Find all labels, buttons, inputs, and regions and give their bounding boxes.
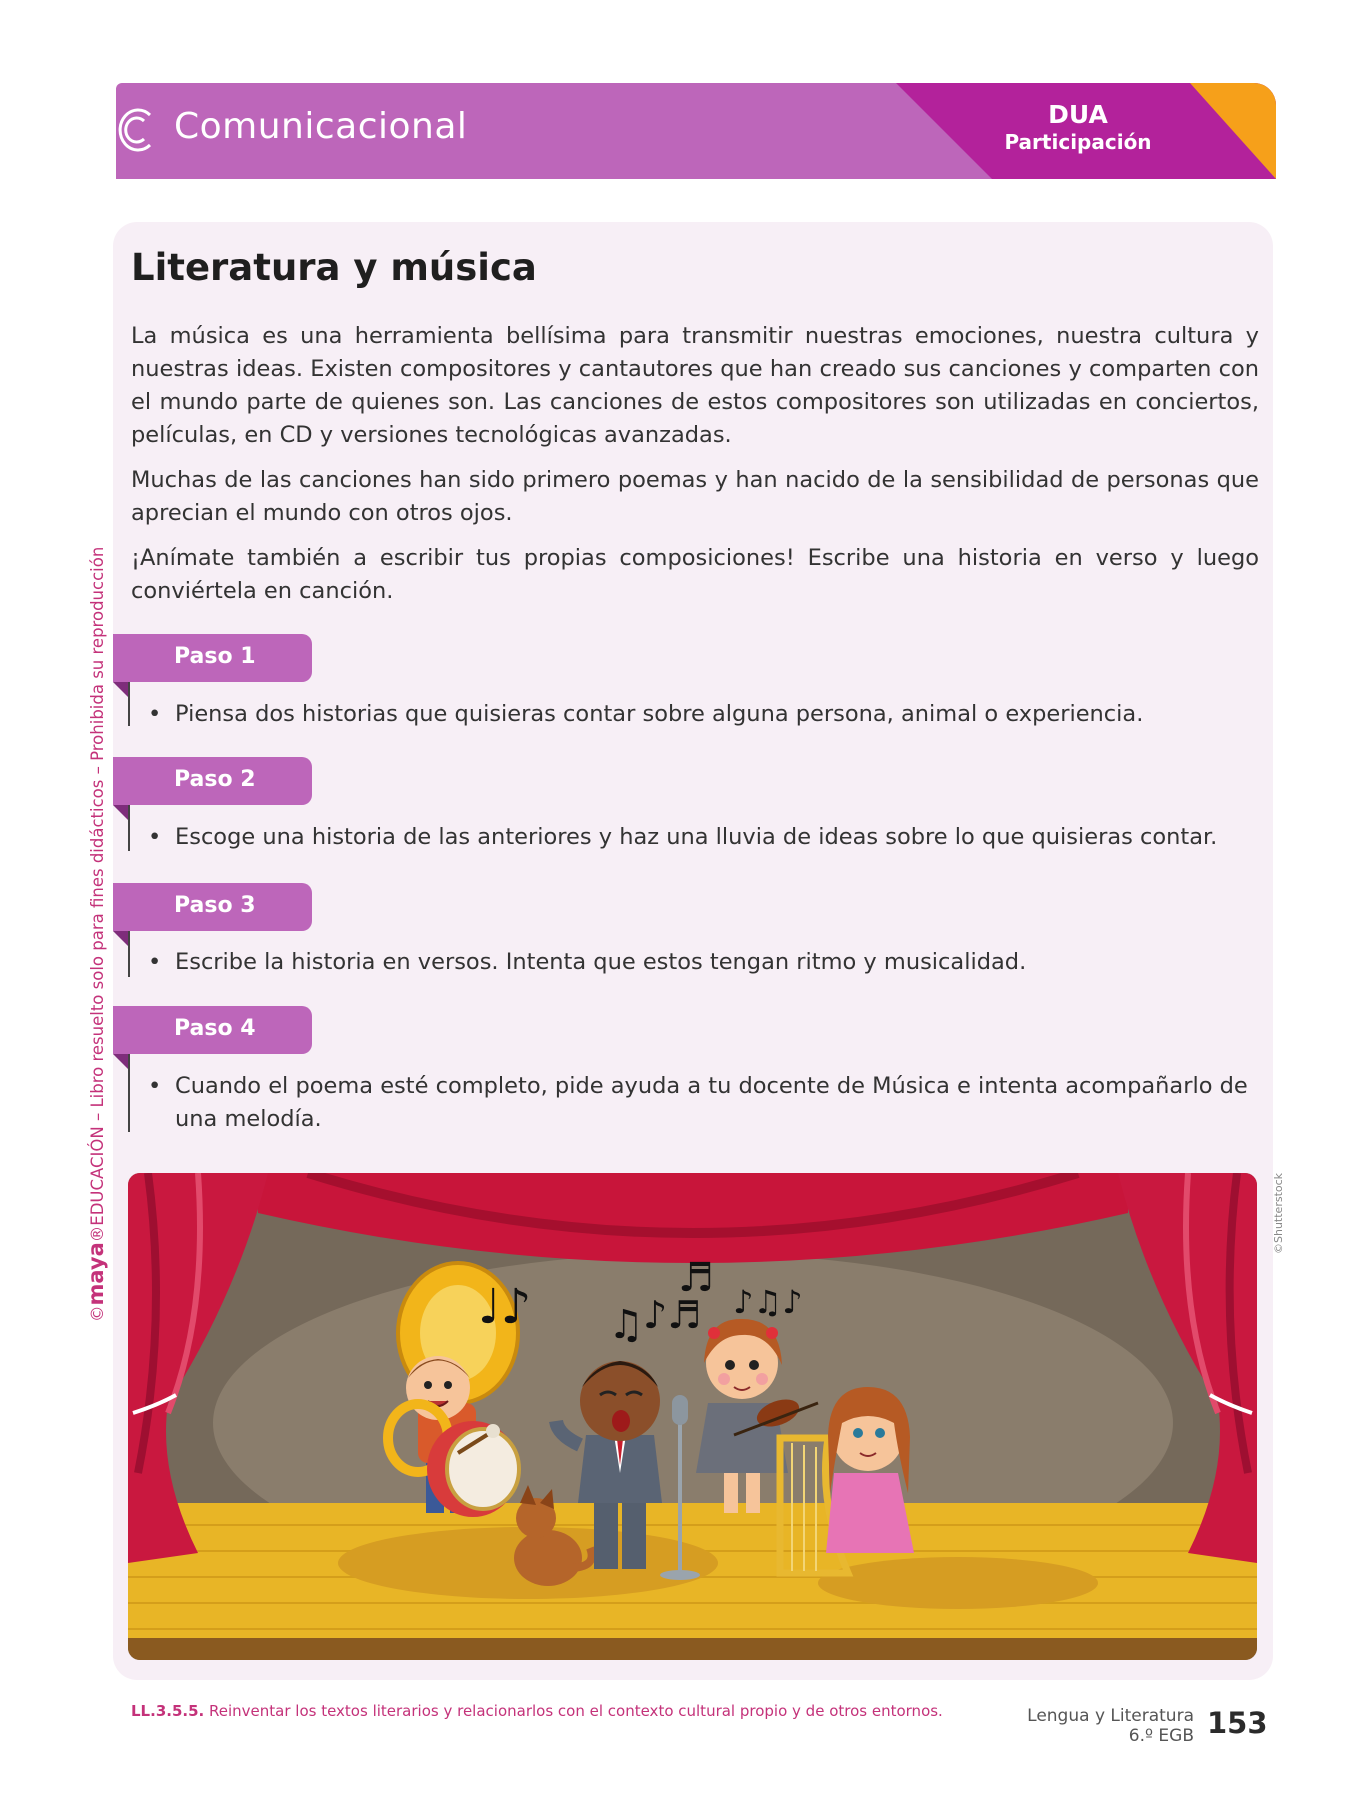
dua-badge: [988, 101, 1168, 155]
page-title: Literatura y música: [131, 246, 537, 289]
copyright-symbol: ©: [88, 1305, 107, 1322]
bullet-icon: •: [148, 949, 162, 975]
note-icon: ♪♫♪: [733, 1283, 803, 1321]
stage-edge: [128, 1638, 1257, 1660]
step-2-item: [148, 821, 1258, 854]
skill-text: Reinventar los textos literarios y relacionarlos con el contexto cultural propio y de otros entornos.: [204, 1702, 943, 1720]
step-2-line: [128, 805, 130, 851]
step-1-item: [148, 698, 1258, 731]
step-4-item: [148, 1070, 1258, 1136]
step-3-text: Escribe la historia en versos. Intenta que estos tengan ritmo y musicalidad.: [175, 949, 1027, 975]
step-3-item: [148, 946, 1258, 979]
skill-code: LL.3.5.5.: [131, 1702, 205, 1720]
step-1-text: Piensa dos historias que quisieras contar sobre alguna persona, animal o experiencia.: [175, 701, 1144, 727]
bass-drum: [427, 1421, 519, 1517]
stage-illustration: [128, 1173, 1257, 1660]
step-2-label: Paso 2: [174, 767, 256, 792]
side-notice: EDUCACIÓN – Libro resuelto solo para fines didácticos – Prohibida su reproducción: [88, 546, 107, 1226]
step-4-tab: [113, 1006, 312, 1054]
dua-title: DUA: [1048, 100, 1108, 129]
stage-illustration-svg: [128, 1173, 1257, 1660]
comunicacional-logo-icon: [116, 105, 154, 155]
step-3-label: Paso 3: [174, 893, 256, 918]
step-1-tab: [113, 634, 312, 682]
step-4-label: Paso 4: [174, 1016, 256, 1041]
bullet-icon: •: [148, 824, 162, 850]
floor-shadow-right: [818, 1557, 1098, 1609]
step-3-tab: [113, 883, 312, 931]
skill-footer: [131, 1702, 943, 1720]
bullet-icon: •: [148, 1073, 162, 1099]
step-1-label: Paso 1: [174, 644, 256, 669]
note-icon: ♪♬: [643, 1293, 702, 1337]
note-icon: ♩♪: [478, 1279, 532, 1335]
intro-paragraph-3: ¡Anímate también a escribir tus propias composiciones! Escribe una historia en verso y luego conviértela en canción.: [131, 545, 1259, 604]
grade-label: 6.º EGB: [1128, 1726, 1194, 1746]
page-number: 153: [1207, 1706, 1268, 1740]
subject-name: Lengua y Literatura: [1027, 1706, 1194, 1726]
intro-paragraph-2: Muchas de las canciones han sido primero poemas y han nacido de la sensibilidad de personas que aprecian el mundo con otros ojos.: [131, 467, 1259, 526]
step-2-tab: [113, 757, 312, 805]
copyright-side-text: [84, 547, 108, 1322]
step-4-text: Cuando el poema esté completo, pide ayuda a tu docente de Música e intenta acompañarlo de una melodía.: [175, 1073, 1248, 1132]
registered-symbol: ®: [88, 1225, 107, 1243]
image-credit: ©Shutterstock: [1272, 1172, 1285, 1254]
intro-paragraph-1: La música es una herramienta bellísima para transmitir nuestras emociones, nuestra cultura y nuestras ideas. Existen compositores y cantautores que han creado sus canciones y comparten con el mundo parte de quienes son. Las canciones de estos compositores son utilizadas en conciertos, películas, en CD y versiones tecnológicas avanzadas.: [131, 323, 1259, 448]
header-banner: [116, 83, 1276, 179]
step-1-line: [128, 682, 130, 726]
note-icon: ♬: [678, 1255, 714, 1301]
brand-name: maya: [84, 1242, 108, 1306]
section-title: Comunicacional: [174, 106, 468, 147]
dua-subtitle: Participación: [1004, 130, 1152, 154]
bullet-icon: •: [148, 701, 162, 727]
step-2-text: Escoge una historia de las anteriores y haz una lluvia de ideas sobre lo que quisieras contar.: [175, 824, 1218, 850]
step-4-line: [128, 1054, 130, 1132]
subject-label: [1027, 1706, 1194, 1746]
note-icon: ♫: [608, 1302, 644, 1348]
step-3-line: [128, 931, 130, 977]
